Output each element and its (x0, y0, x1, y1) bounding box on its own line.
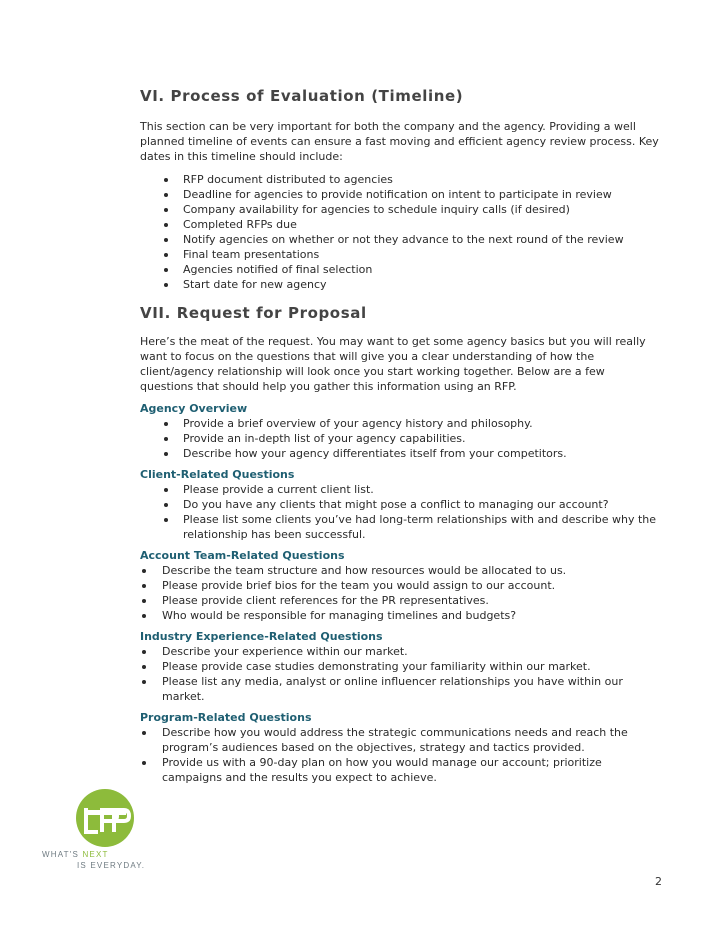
agency-overview-block (140, 401, 660, 461)
industry-experience-questions-block (140, 629, 660, 704)
page-number: 2 (655, 875, 662, 888)
question-list (140, 482, 660, 542)
list-item (140, 659, 660, 674)
bullet-icon (164, 253, 168, 257)
list-item-text: Please provide client references for the PR representatives. (162, 594, 489, 607)
list-item (140, 497, 660, 512)
company-logo (40, 788, 170, 878)
list-item-text: Describe your experience within our market. (162, 645, 408, 658)
group-heading: Industry Experience-Related Questions (140, 630, 383, 643)
group-heading: Account Team-Related Questions (140, 549, 345, 562)
list-item-text: Please provide brief bios for the team you would assign to our account. (162, 579, 556, 592)
timeline-list (140, 172, 660, 292)
logo-tagline-line-1 (42, 850, 109, 859)
list-item (140, 172, 660, 187)
logo-tagline-part-1: WHAT'S (42, 850, 83, 859)
client-questions-block (140, 467, 660, 542)
list-item (140, 563, 660, 578)
program-questions-block (140, 710, 660, 785)
list-item (140, 482, 660, 497)
list-item-text: Notify agencies on whether or not they advance to the next round of the review (183, 233, 624, 246)
bullet-icon (142, 599, 146, 603)
bullet-icon (164, 238, 168, 242)
question-list (140, 725, 660, 785)
list-item (140, 578, 660, 593)
list-item (140, 725, 660, 755)
list-item (140, 644, 660, 659)
list-item-text: Describe how your agency differentiates itself from your competitors. (183, 447, 567, 460)
list-item-text: Please provide case studies demonstrating your familiarity within our market. (162, 660, 591, 673)
bullet-icon (164, 268, 168, 272)
list-item (140, 593, 660, 608)
list-item (140, 608, 660, 623)
bullet-icon (142, 650, 146, 654)
list-item-text: Company availability for agencies to schedule inquiry calls (if desired) (183, 203, 570, 216)
section-6-title: VI. Process of Evaluation (Timeline) (140, 87, 464, 105)
list-item (140, 512, 660, 542)
list-item-text: Please list any media, analyst or online influencer relationships you have within our market. (162, 675, 623, 703)
list-item-text: Start date for new agency (183, 278, 327, 291)
list-item-text: Deadline for agencies to provide notification on intent to participate in review (183, 188, 612, 201)
list-item-text: RFP document distributed to agencies (183, 173, 393, 186)
bullet-icon (164, 223, 168, 227)
page-content (140, 86, 660, 791)
list-item (140, 202, 660, 217)
bullet-icon (142, 731, 146, 735)
list-item-text: Provide an in-depth list of your agency capabilities. (183, 432, 466, 445)
group-heading: Agency Overview (140, 402, 248, 415)
list-item-text: Agencies notified of final selection (183, 263, 373, 276)
list-item-text: Describe how you would address the strategic communications needs and reach the program’s audiences based on the objectives, strategy and tactics provided. (162, 726, 628, 754)
list-item (140, 262, 660, 277)
lpp-logo-icon (40, 788, 170, 850)
section-6-intro: This section can be very important for both the company and the agency. Providing a well planned timeline of events can ensure a fast moving and efficient agency review process. Key dates in this timeline should include: (140, 120, 659, 163)
list-item (140, 446, 660, 461)
list-item-text: Provide a brief overview of your agency history and philosophy. (183, 417, 533, 430)
list-item (140, 247, 660, 262)
group-heading: Client-Related Questions (140, 468, 295, 481)
question-list (140, 563, 660, 623)
list-item (140, 416, 660, 431)
account-team-questions-block (140, 548, 660, 623)
bullet-icon (164, 178, 168, 182)
bullet-icon (142, 614, 146, 618)
bullet-icon (142, 665, 146, 669)
list-item-text: Please list some clients you’ve had long-term relationships with and describe why the relationship has been successful. (183, 513, 657, 541)
logo-tagline-line-2: IS EVERYDAY. (77, 861, 146, 870)
bullet-icon (164, 283, 168, 287)
list-item-text: Who would be responsible for managing timelines and budgets? (162, 609, 517, 622)
bullet-icon (142, 761, 146, 765)
question-list (140, 416, 660, 461)
group-heading: Program-Related Questions (140, 711, 312, 724)
list-item (140, 187, 660, 202)
logo-tagline-accent: NEXT (82, 850, 109, 859)
bullet-icon (164, 503, 168, 507)
list-item (140, 217, 660, 232)
list-item (140, 431, 660, 446)
list-item (140, 277, 660, 292)
list-item-text: Provide us with a 90-day plan on how you would manage our account; prioritize campaigns and the results you expect to achieve. (162, 756, 602, 784)
bullet-icon (164, 488, 168, 492)
section-7-title: VII. Request for Proposal (140, 304, 367, 322)
bullet-icon (164, 452, 168, 456)
list-item-text: Final team presentations (183, 248, 320, 261)
list-item-text: Do you have any clients that might pose a conflict to managing our account? (183, 498, 609, 511)
list-item (140, 232, 660, 247)
list-item-text: Describe the team structure and how resources would be allocated to us. (162, 564, 567, 577)
list-item-text: Completed RFPs due (183, 218, 297, 231)
list-item (140, 674, 660, 704)
bullet-icon (164, 193, 168, 197)
list-item (140, 755, 660, 785)
bullet-icon (164, 518, 168, 522)
bullet-icon (164, 422, 168, 426)
list-item-text: Please provide a current client list. (183, 483, 374, 496)
section-7-intro: Here’s the meat of the request. You may want to get some agency basics but you will really want to focus on the questions that will give you a clear understanding of how the client/agency relationship will look once you start working together. Below are a few questions that should help you gather this information using an RFP. (140, 335, 646, 393)
bullet-icon (142, 584, 146, 588)
bullet-icon (164, 437, 168, 441)
question-list (140, 644, 660, 704)
bullet-icon (142, 569, 146, 573)
bullet-icon (164, 208, 168, 212)
bullet-icon (142, 680, 146, 684)
